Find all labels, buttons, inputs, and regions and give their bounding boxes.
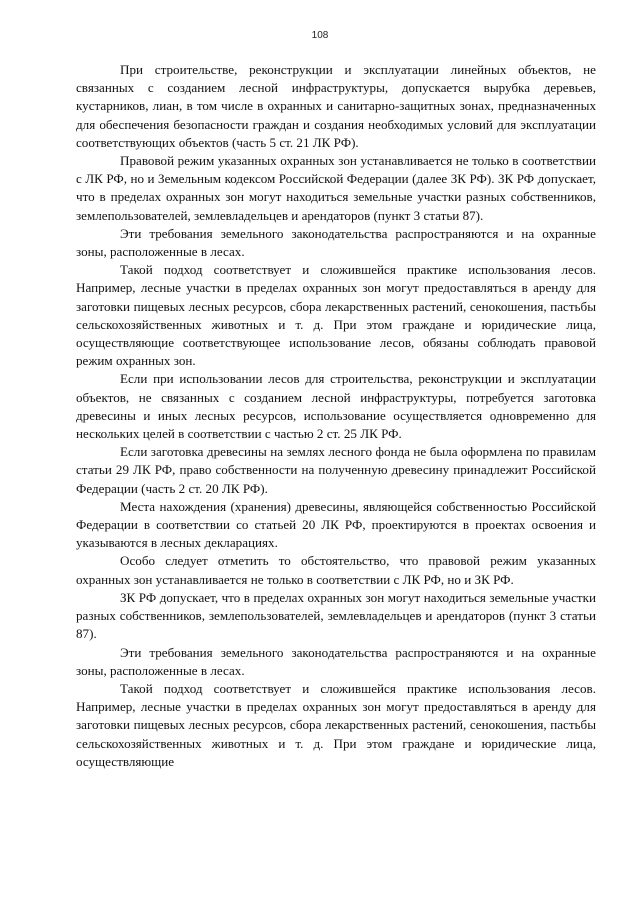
paragraph-2: Правовой режим указанных охранных зон устанавливается не только в соответствии с ЛК РФ, но и Земельным кодексом Российской Федерации (далее ЗК РФ). ЗК РФ допускает, что в пределах охранных зон могут находиться земельные участки разных собственников, землепользователей, землевладельцев и арендаторов (пункт 3 статьи 87). (76, 153, 596, 223)
paragraph-6: Если заготовка древесины на землях лесного фонда не была оформлена по правилам статьи 29 ЛК РФ, право собственности на полученную древесину принадлежит Российской Федерации (часть 2 ст. 20 ЛК РФ). (76, 444, 596, 496)
paragraph-9: ЗК РФ допускает, что в пределах охранных зон могут находиться земельные участки разных собственников, землепользователей, землевладельцев и арендаторов (пункт 3 статьи 87). (76, 589, 596, 642)
page-body (76, 61, 596, 771)
page-number: 108 (311, 30, 329, 41)
paragraph-1: При строительстве, реконструкции и эксплуатации линейных объектов, не связанных с созданием лесной инфраструктуры, допускается вырубка деревьев, кустарников, лиан, в том числе в охранных и санитарно-защитных зонах, предназначенных для обеспечения безопасности граждан и создания необходимых условий для эксплуатации соответствующих объектов (часть 5 ст. 21 ЛК РФ). (76, 62, 596, 150)
paragraph-10: Эти требования земельного законодательства распространяются и на охранные зоны, расположенные в лесах. (76, 644, 596, 678)
paragraph-8: Особо следует отметить то обстоятельство, что правовой режим указанных охранных зон устанавливается не только в соответствии с ЛК РФ, но и ЗК РФ. (76, 553, 596, 587)
paragraph-5: Если при использовании лесов для строительства, реконструкции и эксплуатации объектов, не связанных с созданием лесной инфраструктуры, потребуется заготовка древесины и иных лесных ресурсов, использование осуществляется одновременно для нескольких целей в соответствии с частью 2 ст. 25 ЛК РФ. (76, 371, 596, 442)
paragraph-7: Места нахождения (хранения) древесины, являющейся собственностью Российской Федерации в соответствии со статьей 20 ЛК РФ, проектируются в проектах освоения и указываются в лесных декларациях. (76, 498, 596, 551)
paragraph-3: Эти требования земельного законодательства распространяются и на охранные зоны, расположенные в лесах. (76, 225, 596, 260)
paragraph-4: Такой подход соответствует и сложившейся практике использования лесов. Например, лесные участки в пределах охранных зон могут предоставляться в аренду для заготовки пищевых лесных ресурсов, сбора лекарственных растений, сенокошения, пастьбы сельскохозяйственных животных и т. д. При этом граждане и юридические лица, осуществляющие соответствующее использование лесов, обязаны соблюдать правовой режим охранных зон. (76, 262, 596, 369)
paragraph-11: Такой подход соответствует и сложившейся практике использования лесов. Например, лесные участки в пределах охранных зон могут предоставляться в аренду для заготовки пищевых лесных ресурсов, сбора лекарственных растений, сенокошения, пастьбы сельскохозяйственных животных и т. д. При этом граждане и юридические лица, осуществляющие (76, 680, 596, 769)
